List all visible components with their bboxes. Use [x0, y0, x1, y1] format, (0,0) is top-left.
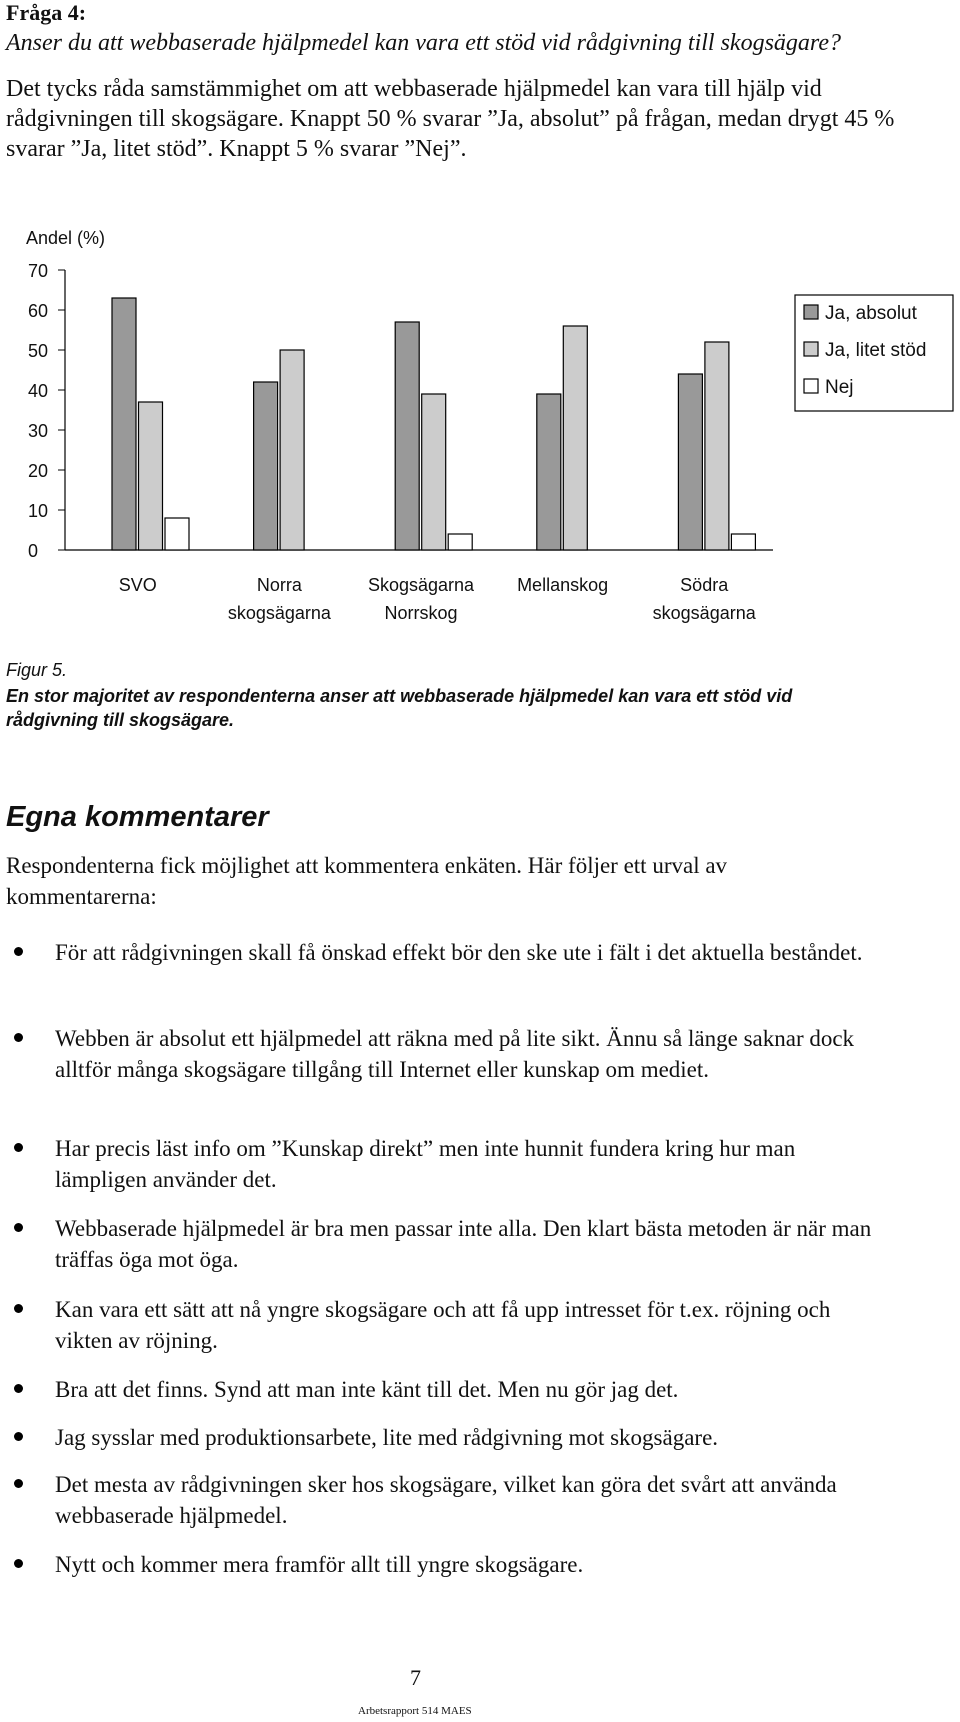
bar — [280, 350, 304, 550]
bar — [165, 518, 189, 550]
bar — [705, 342, 729, 550]
y-tick-label: 50 — [28, 341, 49, 361]
x-tick-label: Norrskog — [384, 603, 458, 623]
bar — [139, 402, 163, 550]
bar — [563, 326, 587, 550]
legend-swatch — [804, 379, 818, 393]
bar — [422, 394, 446, 550]
legend-swatch — [804, 305, 818, 319]
legend-label: Ja, litet stöd — [825, 340, 927, 361]
bar — [678, 374, 702, 550]
x-tick-label: Mellanskog — [517, 575, 609, 595]
bullet-icon — [14, 1479, 23, 1488]
comment-text: Webbaserade hjälpmedel är bra men passar inte alla. Den klart bästa metoden är när man träffas öga mot öga. — [55, 1216, 872, 1272]
y-tick-label: 60 — [28, 301, 49, 321]
footer-text: Arbetsrapport 514 MAES — [358, 1705, 472, 1717]
bar — [254, 382, 278, 550]
page-number: 7 — [410, 1665, 421, 1690]
y-axis-label: Andel (%) — [26, 228, 106, 248]
bullet-icon — [14, 1384, 23, 1393]
bullet-icon — [14, 1432, 23, 1441]
legend-label: Nej — [825, 377, 854, 398]
bullet-icon — [14, 1143, 23, 1152]
x-tick-label: Södra — [680, 575, 729, 595]
section-intro: Respondenterna fick möjlighet att kommentera enkäten. Här följer ett urval av kommentarerna: — [6, 853, 728, 909]
comment-text: Jag sysslar med produktionsarbete, lite med rådgivning mot skogsägare. — [55, 1425, 719, 1450]
question-text: Anser du att webbaserade hjälpmedel kan vara ett stöd vid rådgivning till skogsägare? — [6, 30, 842, 56]
bullet-icon — [14, 1223, 23, 1232]
bullet-icon — [14, 947, 23, 956]
x-tick-label: skogsägarna — [652, 603, 756, 623]
y-tick-label: 20 — [28, 461, 49, 481]
comment-text: Det mesta av rådgivningen sker hos skogsägare, vilket kan göra det svårt att använda webbaserade hjälpmedel. — [55, 1472, 837, 1528]
question-title: Fråga 4: — [6, 0, 87, 25]
comment-text: Webben är absolut ett hjälpmedel att räkna med på lite sikt. Ännu så länge saknar dock alltför många skogsägare tillgång till Internet eller kunskap om mediet. — [55, 1026, 855, 1082]
bar-chart — [0, 212, 960, 652]
bar — [537, 394, 561, 550]
bullet-icon — [14, 1033, 23, 1042]
y-tick-label: 0 — [28, 541, 39, 561]
y-tick-label: 40 — [28, 381, 49, 401]
section-heading: Egna kommentarer — [6, 801, 269, 833]
bar — [448, 534, 472, 550]
x-tick-label: Skogsägarna — [367, 575, 475, 595]
x-tick-label: skogsägarna — [227, 603, 331, 623]
bar — [112, 298, 136, 550]
y-tick-label: 10 — [28, 501, 49, 521]
bullet-icon — [14, 1304, 23, 1313]
figure-label: Figur 5. — [6, 660, 68, 680]
comment-text: Kan vara ett sätt att nå yngre skogsägare och att få upp intresset för t.ex. röjning och vikten av röjning. — [55, 1297, 831, 1353]
x-tick-label: Norra — [256, 575, 302, 595]
x-tick-label: SVO — [118, 575, 157, 595]
intro-paragraph: Det tycks råda samstämmighet om att webbaserade hjälpmedel kan vara till hjälp vid rådgivningen till skogsägare. Knappt 50 % svarar ”Ja, absolut” på frågan, medan drygt 45 % svarar ”Ja, litet stöd”. Knappt 5 % svarar ”Nej”. — [6, 76, 895, 162]
bar — [731, 534, 755, 550]
comment-text: Nytt och kommer mera framför allt till yngre skogsägare. — [55, 1552, 584, 1577]
y-tick-label: 30 — [28, 421, 49, 441]
legend-label: Ja, absolut — [825, 303, 917, 324]
comment-text: Bra att det finns. Synd att man inte känt till det. Men nu gör jag det. — [55, 1377, 679, 1402]
bullet-icon — [14, 1559, 23, 1568]
bar — [395, 322, 419, 550]
y-tick-label: 70 — [28, 261, 49, 281]
comment-text: Har precis läst info om ”Kunskap direkt” men inte hunnit fundera kring hur man lämpligen använder det. — [55, 1136, 796, 1192]
figure-caption: En stor majoritet av respondenterna anser att webbaserade hjälpmedel kan vara ett stöd vid rådgivning till skogsägare. — [6, 686, 793, 730]
legend-swatch — [804, 342, 818, 356]
comment-text: För att rådgivningen skall få önskad effekt bör den ske ute i fält i det aktuella beståndet. — [55, 940, 863, 965]
